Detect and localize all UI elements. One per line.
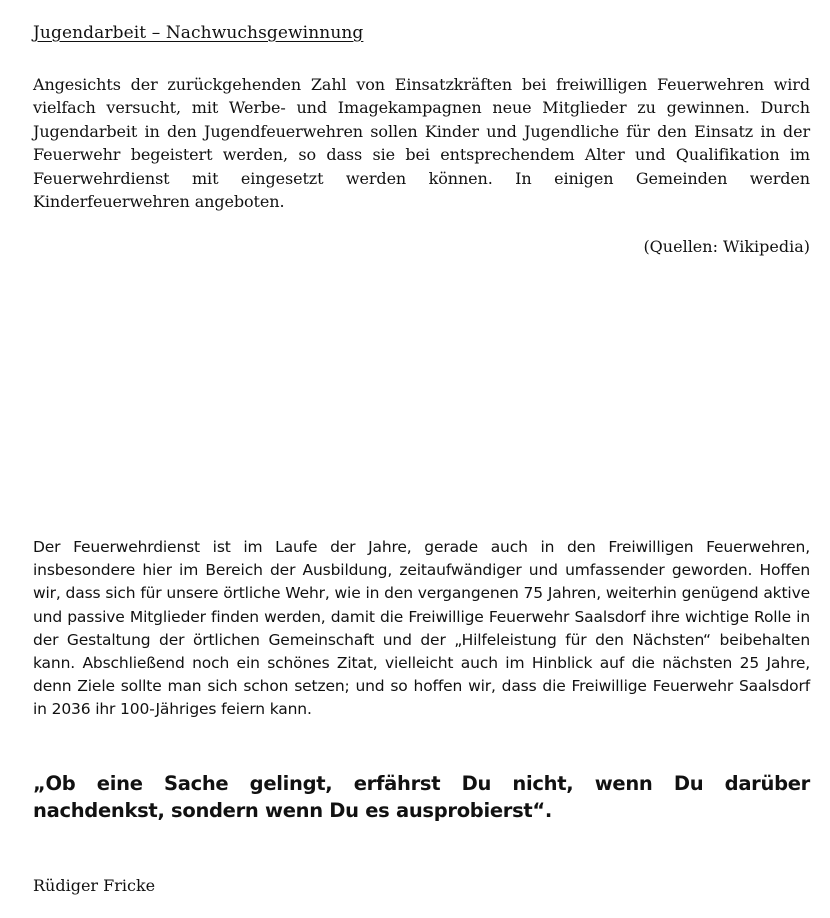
section-heading: Jugendarbeit – Nachwuchsgewinnung xyxy=(33,23,364,43)
paragraph-youth-work: Angesichts der zurückgehenden Zahl von Einsatzkräften bei freiwilligen Feuerwehren wird vielfach versucht, mit Werbe- und Imagekampagnen neue Mitglieder zu gewinnen. Durch Jugendarbeit in den Jugendfeuerwehren sollen Kinder und Jugendliche für den Einsatz in der Feuerwehr begeistert werden, so dass sie bei entsprechendem Alter und Qualifikation im Feuerwehrdienst mit eingesetzt werden können. In einigen Gemeinden werden Kinderfeuerwehren angeboten. xyxy=(33,75,810,212)
paragraph-fire-service: Der Feuerwehrdienst ist im Laufe der Jahre, gerade auch in den Freiwilligen Feuerwehren, insbesondere hier im Bereich der Ausbildung, zeitaufwändiger und umfassender geworden. Hoffen wir, dass sich für unsere örtliche Wehr, wie in den vergangenen 75 Jahren, weiterhin genügend aktive und passive Mitglieder finden werden, damit die Freiwillige Feuerwehr Saalsdorf ihre wichtige Rolle in der Gestaltung der örtlichen Gemeinschaft und der „Hilfeleistung für den Nächsten“ beibehalten kann. Abschließend noch ein schönes Zitat, vielleicht auch im Hinblick auf die nächsten 25 Jahre, denn Ziele sollte man sich schon setzen; und so hoffen wir, dass die Freiwillige Feuerwehr Saalsdorf in 2036 ihr 100-Jähriges feiern kann. xyxy=(33,538,810,719)
closing-quote: „Ob eine Sache gelingt, erfährst Du nicht, wenn Du darüber nachdenkst, sondern wenn Du es ausprobierst“. xyxy=(33,772,810,822)
author-signature: Rüdiger Fricke xyxy=(33,876,156,895)
source-citation: (Quellen: Wikipedia) xyxy=(643,237,810,256)
